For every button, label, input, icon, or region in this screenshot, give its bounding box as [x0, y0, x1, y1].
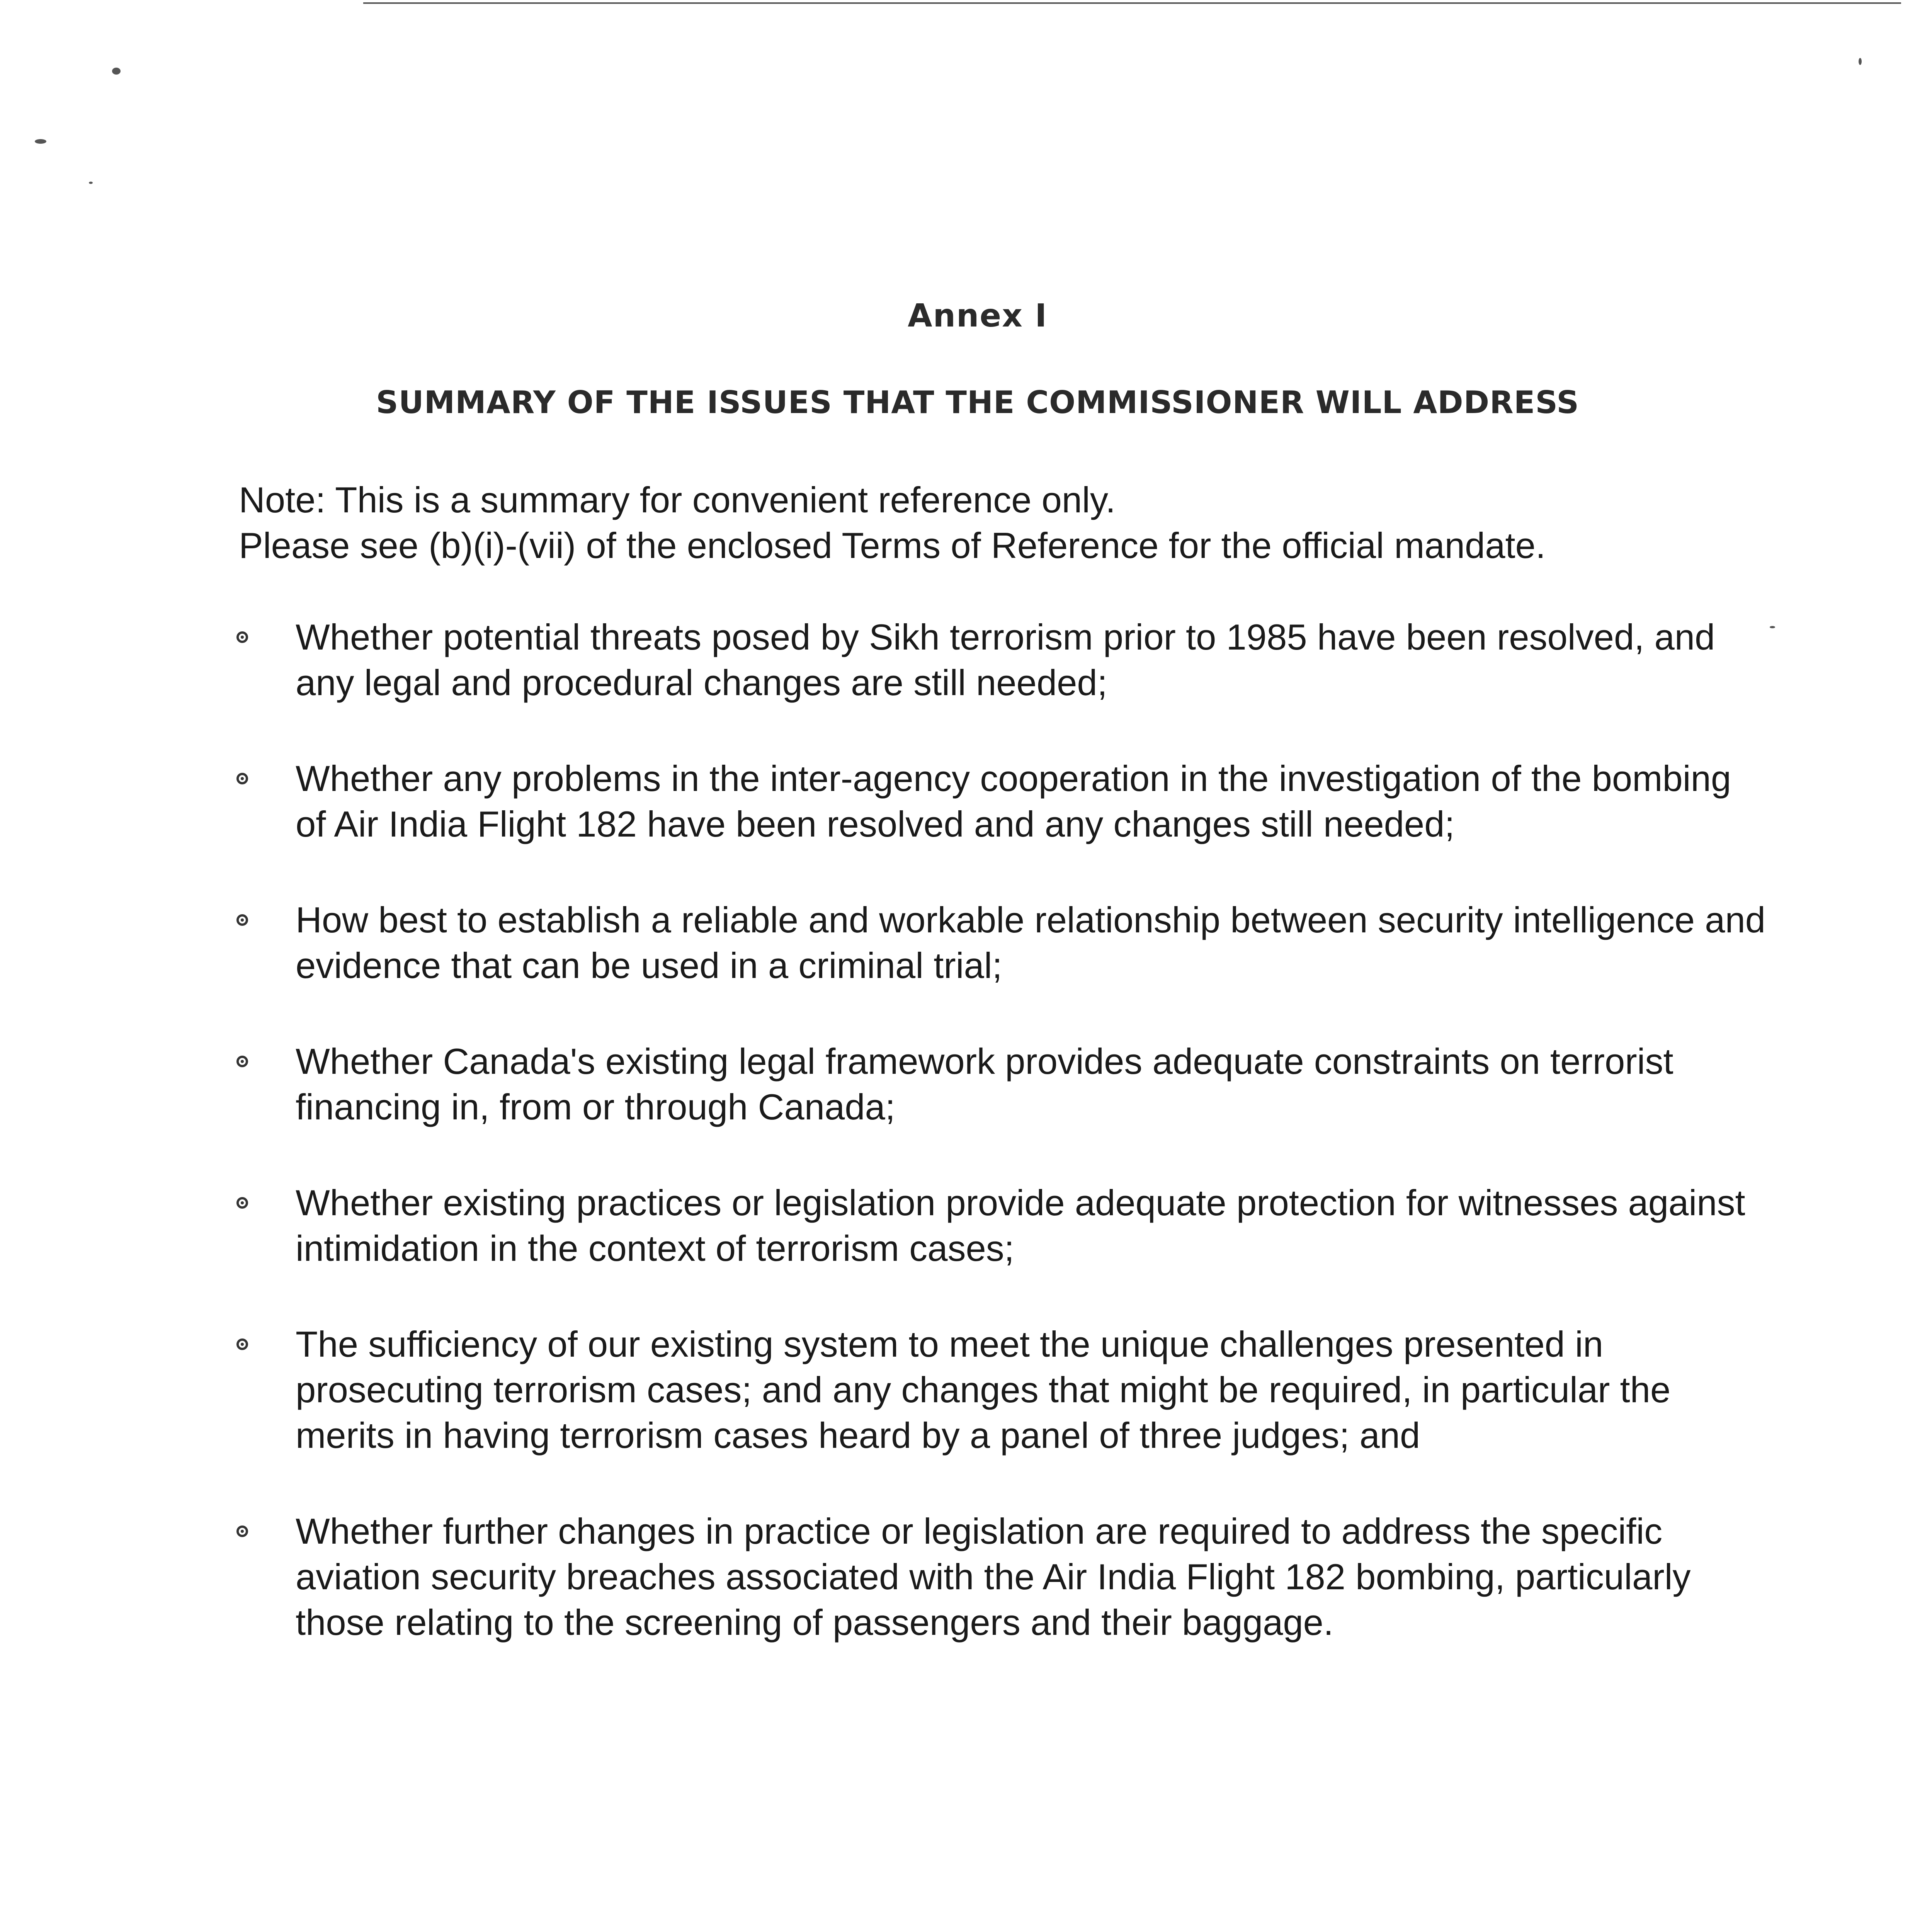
issue-text: How best to establish a reliable and workable relationship between security intelligence and evidence that can be used in a criminal trial;: [296, 900, 1766, 986]
scan-speck: [1770, 626, 1775, 628]
list-item: [232, 1509, 1770, 1645]
bullet-icon: [236, 1197, 248, 1209]
list-item: [232, 756, 1770, 847]
list-item: [232, 1180, 1770, 1271]
issue-text: The sufficiency of our existing system to meet the unique challenges presented in prosecuting terrorism cases; and any changes that might be required, in particular the merits in having terrorism cases heard by a panel of three judges; and: [296, 1324, 1671, 1456]
bullet-icon: [236, 1338, 248, 1350]
top-border-line: [363, 2, 1901, 4]
issue-text: Whether Canada's existing legal framework provides adequate constraints on terrorist financing in, from or through Canada;: [296, 1041, 1673, 1127]
bullet-icon: [236, 1056, 248, 1067]
issue-text: Whether existing practices or legislation provide adequate protection for witnesses against intimidation in the context of terrorism cases;: [296, 1182, 1745, 1269]
note-block: [239, 477, 1746, 568]
bullet-icon: [236, 773, 248, 784]
scan-speck: [35, 139, 46, 144]
list-item: [232, 897, 1770, 988]
issues-list: [232, 614, 1770, 1696]
scan-speck: [89, 182, 93, 184]
scan-speck: [1859, 58, 1862, 65]
issue-text: Whether further changes in practice or legislation are required to address the specific aviation security breaches associated with the Air India Flight 182 bombing, particularly those relating to the screening of passengers and their baggage.: [296, 1511, 1691, 1643]
note-line: Please see (b)(i)-(vii) of the enclosed Terms of Reference for the official mandate.: [239, 525, 1546, 566]
page-title: SUMMARY OF THE ISSUES THAT THE COMMISSIONER WILL ADDRESS: [376, 384, 1579, 420]
scan-speck: [112, 68, 121, 75]
bullet-icon: [236, 914, 248, 926]
note-line: Note: This is a summary for convenient reference only.: [239, 480, 1116, 520]
annex-label: Annex I: [908, 298, 1048, 334]
list-item: [232, 614, 1770, 706]
issue-text: Whether potential threats posed by Sikh terrorism prior to 1985 have been resolved, and any legal and procedural changes are still needed;: [296, 617, 1715, 703]
issue-text: Whether any problems in the inter-agency cooperation in the investigation of the bombing of Air India Flight 182 have been resolved and any changes still needed;: [296, 758, 1731, 844]
list-item: [232, 1039, 1770, 1130]
bullet-icon: [236, 1526, 248, 1537]
bullet-icon: [236, 631, 248, 643]
list-item: [232, 1321, 1770, 1458]
